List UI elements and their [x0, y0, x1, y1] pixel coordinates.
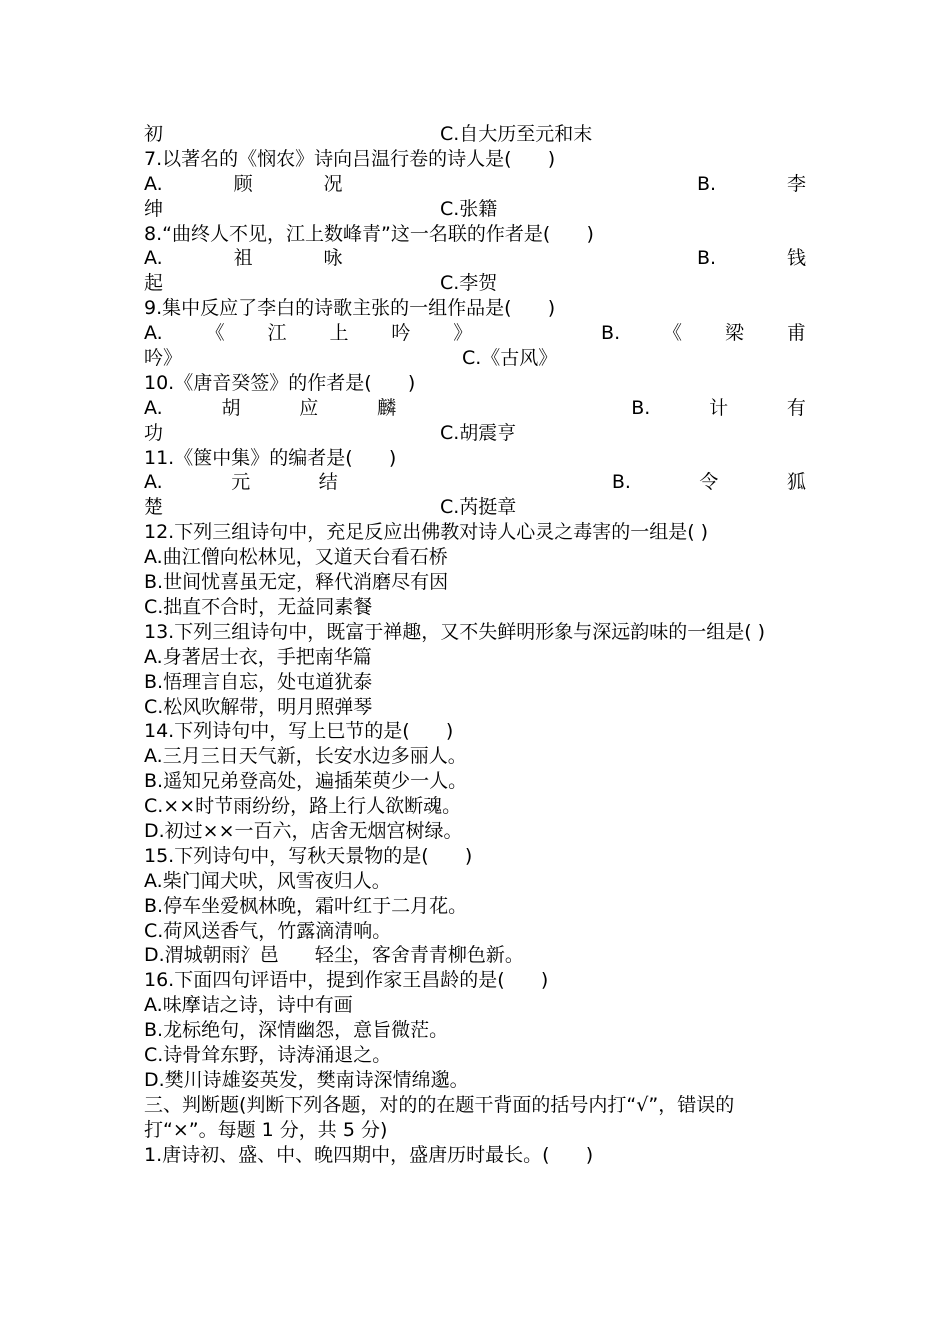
option-d: D.渭城朝雨氵邑 轻尘，客舍青青柳色新。	[144, 944, 524, 967]
option-d: D.初过××一百六，店舍无烟宫树绿。	[144, 819, 463, 842]
option-c: C.荷风送香气，竹露滴清响。	[144, 919, 392, 942]
spread-token: 结	[318, 471, 338, 494]
spread-token: 胡	[221, 396, 241, 419]
option-c: C.胡震亨	[440, 421, 517, 444]
q9-options-c	[144, 346, 806, 371]
q9-options-ab	[144, 321, 806, 346]
q11-options-c	[144, 495, 806, 520]
option-a: A.曲江僧向松林见，又道天台看石桥	[144, 546, 448, 569]
spread-token: A.	[144, 247, 163, 270]
spread-token: 况	[323, 172, 343, 195]
spread-token: 麟	[377, 396, 397, 419]
q8-options-ab	[144, 246, 806, 271]
spread-token: B.	[631, 396, 651, 419]
q10-options-c	[144, 421, 806, 446]
option-a: A.身著居士衣，手把南华篇	[144, 645, 372, 668]
option-a: A.柴门闻犬吠，风雪夜归人。	[144, 869, 391, 892]
option-c: C.××时节雨纷纷，路上行人欲断魂。	[144, 795, 462, 818]
spread-token: 应	[299, 396, 319, 419]
spread-token: 有	[786, 396, 806, 419]
spread-token: 钱	[786, 247, 806, 270]
q6-option-c: C.自大历至元和末	[440, 123, 593, 145]
exam-text	[144, 122, 806, 1167]
spread-token: 祖	[233, 247, 253, 270]
spread-token: 江	[267, 322, 287, 345]
spread-token: 梁	[724, 322, 744, 345]
question-7: 7.以著名的《悯农》诗向吕温行卷的诗人是( )	[144, 147, 556, 170]
q8-options-c	[144, 271, 806, 296]
option-a: A.三月三日天气新，长安水边多丽人。	[144, 745, 467, 768]
spread-token: 李	[786, 172, 806, 195]
spread-token: 狐	[786, 471, 806, 494]
spread-token: 顾	[233, 172, 253, 195]
option-c: C.《古风》	[462, 347, 558, 370]
option-tail: 起	[144, 272, 164, 295]
spread-token: A.	[144, 172, 163, 195]
option-c: C.诗骨耸东野，诗涛涌退之。	[144, 1043, 392, 1066]
option-tail: 功	[144, 421, 164, 444]
q7-options-ab	[144, 172, 806, 197]
option-b: B.悟理言自忘，处屯道犹泰	[144, 670, 373, 693]
spread-token: 《	[205, 322, 225, 345]
option-tail: 吟》	[144, 347, 183, 370]
spread-token: 上	[329, 322, 349, 345]
option-c: C.李贺	[440, 272, 498, 295]
spread-token: 计	[709, 396, 729, 419]
q7-options-c	[144, 197, 806, 222]
spread-token: 《	[663, 322, 683, 345]
question-14: 14.下列诗句中，写上巳节的是( )	[144, 720, 454, 743]
option-c: C.张籍	[440, 197, 498, 220]
option-b: B.遥知兄弟登高处，遍插茱萸少一人。	[144, 770, 468, 793]
spread-token: 吟	[391, 322, 411, 345]
question-12: 12.下列三组诗句中，充足反应出佛教对诗人心灵之毒害的一组是( )	[144, 521, 709, 544]
option-b: B.停车坐爱枫林晚，霜叶红于二月花。	[144, 894, 468, 917]
spread-token: A.	[144, 471, 163, 494]
spread-token: B.	[601, 322, 621, 345]
section-3-heading: 三、判断题(判断下列各题，对的的在题干背面的括号内打“√”，错误的打“×”。每题 1 分，共 5 分)	[144, 1093, 735, 1141]
option-a: A.味摩诘之诗，诗中有画	[144, 994, 353, 1017]
spread-token: B.	[611, 471, 631, 494]
option-c: C.松风吹解带，明月照弹琴	[144, 695, 373, 718]
q10-options-ab	[144, 396, 806, 421]
question-9: 9.集中反应了李白的诗歌主张的一组作品是( )	[144, 297, 556, 320]
spread-token: 甫	[786, 322, 806, 345]
question-11: 11.《箧中集》的编者是( )	[144, 446, 397, 469]
spread-token: 》	[453, 322, 473, 345]
judgement-1: 1.唐诗初、盛、中、晚四期中，盛唐历时最长。( )	[144, 1143, 594, 1166]
option-b: B.龙标绝句，深情幽怨，意旨微茫。	[144, 1019, 449, 1042]
spread-token: 令	[699, 471, 719, 494]
option-c: C.芮挺章	[440, 496, 517, 519]
q6-options-line	[144, 122, 806, 147]
spread-token: A.	[144, 396, 163, 419]
question-10: 10.《唐音癸签》的作者是( )	[144, 371, 416, 394]
option-tail: 绅	[144, 197, 164, 220]
question-15: 15.下列诗句中，写秋天景物的是( )	[144, 844, 473, 867]
option-d: D.樊川诗雄姿英发，樊南诗深情绵邈。	[144, 1068, 469, 1091]
option-c: C.拙直不合时，无益同素餐	[144, 595, 373, 618]
spread-token: 咏	[323, 247, 343, 270]
question-16: 16.下面四句评语中，提到作家王昌龄的是( )	[144, 969, 549, 992]
spread-token: A.	[144, 322, 163, 345]
question-13: 13.下列三组诗句中，既富于禅趣，又不失鲜明形象与深远韵味的一组是( )	[144, 620, 766, 643]
spread-token: 元	[231, 471, 251, 494]
option-b: B.世间忧喜虽无定，释代消磨尽有因	[144, 571, 449, 594]
spread-token: B.	[696, 247, 717, 270]
spread-token: B.	[696, 172, 717, 195]
q11-options-ab	[144, 470, 806, 495]
option-tail: 楚	[144, 496, 164, 519]
question-8: 8.“曲终人不见，江上数峰青”这一名联的作者是( )	[144, 222, 594, 245]
q6-option-tail: 初	[144, 123, 164, 145]
